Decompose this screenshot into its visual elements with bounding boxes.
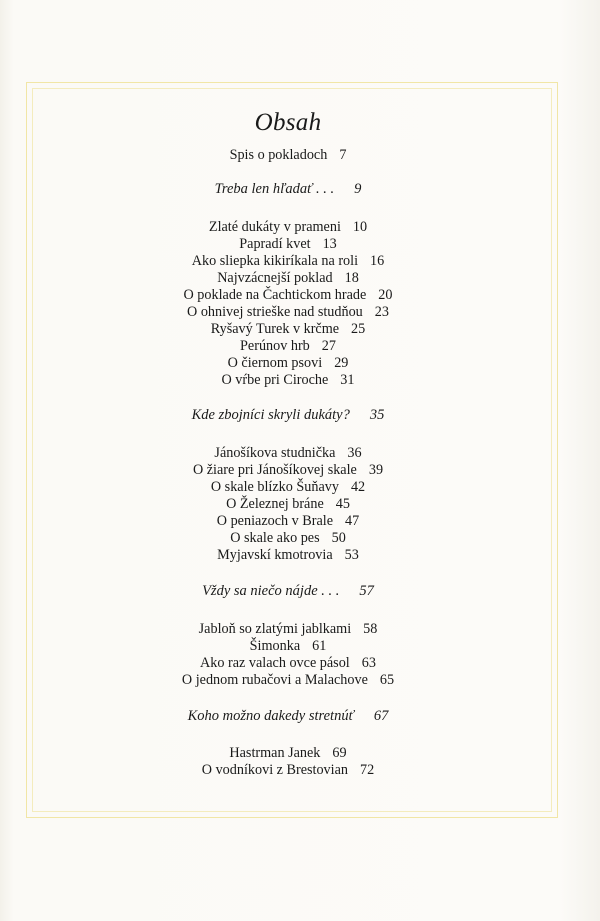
toc-entry bbox=[0, 304, 576, 320]
toc-entry-page: 53 bbox=[344, 547, 359, 563]
toc-entry-page: 50 bbox=[331, 530, 346, 546]
toc-section-page: 67 bbox=[373, 708, 389, 724]
toc-entry-page: 61 bbox=[312, 638, 327, 654]
toc-entry-page: 29 bbox=[334, 355, 349, 371]
toc-entry-title: O poklade na Čachtickom hrade bbox=[183, 287, 367, 303]
toc-entry bbox=[0, 236, 576, 252]
toc-entry-title: O skale blízko Šuňavy bbox=[210, 479, 339, 495]
toc-entry-page: 58 bbox=[363, 621, 378, 637]
toc-section-heading bbox=[0, 583, 576, 599]
toc-entry bbox=[0, 219, 576, 235]
toc-entry-title: O čiernom psovi bbox=[227, 355, 323, 371]
toc-entry-page: 69 bbox=[332, 745, 347, 761]
toc-section-page: 9 bbox=[354, 181, 362, 197]
toc-section-title: Treba len hľadať . . . bbox=[214, 181, 335, 197]
toc-entry-title: Hastrman Janek bbox=[229, 745, 321, 761]
toc-entry-title: Najvzácnejší poklad bbox=[217, 270, 333, 286]
toc-entry-page: 45 bbox=[335, 496, 350, 512]
toc-entry bbox=[0, 462, 576, 478]
toc-entry-page: 13 bbox=[322, 236, 337, 252]
toc-entry-page: 39 bbox=[368, 462, 384, 478]
toc-entry-page: 42 bbox=[350, 479, 366, 495]
toc-entry-page: 18 bbox=[344, 270, 359, 286]
toc-entry bbox=[0, 287, 576, 303]
toc-entry bbox=[0, 321, 576, 337]
toc-entry bbox=[0, 496, 576, 512]
toc-entry-title: O žiare pri Jánošíkovej skale bbox=[192, 462, 357, 478]
toc-entry bbox=[0, 547, 576, 563]
toc-entry-title: Myjavskí kmotrovia bbox=[217, 547, 333, 563]
toc-entry bbox=[0, 355, 576, 371]
toc-entry-page: 10 bbox=[352, 219, 368, 235]
toc-entry-title: O Železnej bráne bbox=[226, 496, 324, 512]
toc-entry bbox=[0, 253, 576, 269]
toc-entry-title: Ako raz valach ovce pásol bbox=[200, 655, 350, 671]
toc-entry-title: O peniazoch v Brale bbox=[216, 513, 334, 529]
toc-entry bbox=[0, 445, 576, 461]
toc-entry bbox=[0, 762, 576, 778]
toc-section-title: Kde zbojníci skryli dukáty? bbox=[191, 407, 350, 423]
toc-entry bbox=[0, 479, 576, 495]
toc-entry bbox=[0, 338, 576, 354]
toc-entry bbox=[0, 672, 576, 688]
toc-entry-title: Šimonka bbox=[249, 638, 301, 654]
toc-entry-page: 47 bbox=[345, 513, 360, 529]
toc-entry-title: O vŕbe pri Ciroche bbox=[221, 372, 329, 388]
toc-entry bbox=[0, 270, 576, 286]
toc-section-title: Koho možno dakedy stretnúť bbox=[187, 708, 354, 724]
toc-entry-page: 31 bbox=[340, 372, 355, 388]
toc-entry-title: O ohnivej strieške nad studňou bbox=[187, 304, 363, 320]
toc-entry bbox=[0, 745, 576, 761]
toc-entry-title: Jánošíkova studnička bbox=[214, 445, 336, 461]
toc-entry-page: 23 bbox=[374, 304, 389, 320]
toc-section-title: Vždy sa niečo nájde . . . bbox=[202, 583, 340, 599]
toc-entry-title: Zlaté dukáty v prameni bbox=[208, 219, 341, 235]
toc-entry-title: Ako sliepka kikiríkala na roli bbox=[191, 253, 359, 269]
toc-entry-title: Spis o pokladoch bbox=[229, 147, 328, 163]
toc-entry bbox=[0, 372, 576, 388]
toc-entry bbox=[0, 513, 576, 529]
toc-entry-title: Papradí kvet bbox=[239, 236, 311, 252]
toc-entry-page: 36 bbox=[347, 445, 362, 461]
toc-entry bbox=[0, 638, 576, 654]
toc-entry-page: 65 bbox=[379, 672, 395, 688]
toc-entry-page: 72 bbox=[360, 762, 375, 778]
toc-entry-page: 25 bbox=[351, 321, 366, 337]
toc-entry-page: 7 bbox=[339, 147, 347, 163]
toc-entry-title: Ryšavý Turek v krčme bbox=[210, 321, 340, 337]
toc-entry bbox=[0, 147, 576, 163]
toc-entry bbox=[0, 530, 576, 546]
toc-entry-page: 27 bbox=[321, 338, 336, 354]
page-title: Obsah bbox=[254, 109, 322, 136]
toc-section-heading bbox=[0, 181, 576, 197]
toc-entry-page: 16 bbox=[370, 253, 385, 269]
toc-section-page: 57 bbox=[359, 583, 374, 599]
toc-entry-page: 20 bbox=[378, 287, 393, 303]
toc-entry bbox=[0, 621, 576, 637]
toc-entry-page: 63 bbox=[361, 655, 376, 671]
toc-entry-title: Jabloň so zlatými jablkami bbox=[198, 621, 352, 637]
toc-entry-title: O vodníkovi z Brestovian bbox=[201, 762, 348, 778]
toc-section-heading bbox=[0, 708, 576, 724]
toc-entry bbox=[0, 655, 576, 671]
toc-entry-title: O skale ako pes bbox=[230, 530, 320, 546]
toc-entry-title: Perúnov hrb bbox=[240, 338, 310, 354]
toc-section-heading bbox=[0, 407, 576, 423]
toc-section-page: 35 bbox=[369, 407, 385, 423]
toc-entry-title: O jednom rubačovi a Malachove bbox=[181, 672, 368, 688]
